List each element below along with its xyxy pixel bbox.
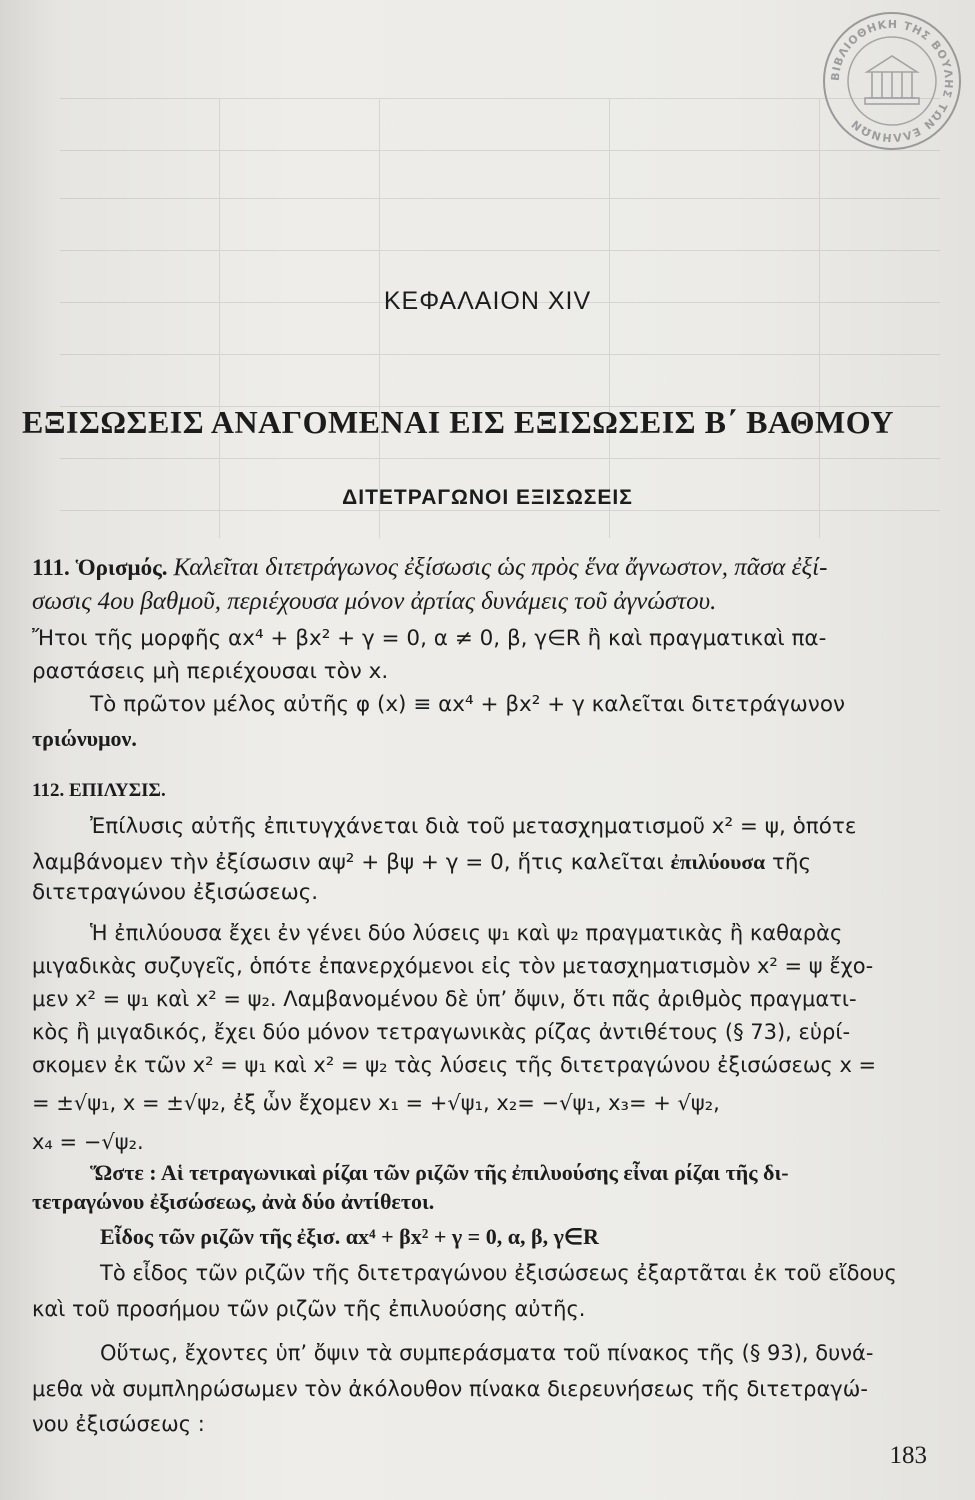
section-112-p1-line-3: διτετραγώνου ἐξισώσεως. [32,880,319,905]
section-111-form-line-2: ραστάσεις μὴ περιέχουσαι τὸν x. [32,659,389,684]
conclusion-line-2: τετραγώνου ἐξισώσεως, ἀνὰ δύο ἀντίθετοι. [32,1189,435,1214]
section-112-p2-line-4: κὸς ἢ μιγαδικός, ἔχει δύο μόνον τετραγωνικὰς ρίζας ἀντιθέτους (§ 73), εὑρί- [32,1020,851,1044]
svg-text:ΒΙΒΛΙΟΘΗΚΗ ΤΗΣ ΒΟΥΛΗΣ ΤΩΝ ΕΛΛΗ: ΒΙΒΛΙΟΘΗΚΗ ΤΗΣ ΒΟΥΛΗΣ ΤΩΝ ΕΛΛΗΝΩΝ [828,17,956,145]
section-112-p3-line-1: Τὸ εἶδος τῶν ριζῶν τῆς διτετραγώνου ἐξισώσεως ἐξαρτᾶται ἐκ τοῦ εἴδους [100,1261,897,1285]
section-112-p4-line-3: νου ἐξισώσεως : [32,1412,205,1436]
resolvent-term: ἐπιλύουσα [670,850,766,874]
section-112-p2-line-3: μεν x² = ψ₁ καὶ x² = ψ₂. Λαμβανομένου δὲ ὑπ’ ὄψιν, ὅτι πᾶς ἀριθμὸς πραγματι- [32,987,857,1011]
section-112-p2-line-5: σκομεν ἐκ τῶν x² = ψ₁ καὶ x² = ψ₂ τὰς λύσεις τῆς διτετραγώνου ἐξισώσεως x = [32,1053,877,1077]
parliament-building-icon [865,56,919,104]
section-112-p1-line-2: λαμβάνομεν τὴν ἐξίσωσιν αψ² + βψ + γ = 0, ἥτις καλεῖται ἐπιλύουσα τῆς [32,850,812,875]
definition-text-1: Καλεῖται διτετράγωνος ἐξίσωσις ὡς πρὸς ἕνα ἄγνωστον, πᾶσα ἐξί- [173,554,828,581]
section-112-p2-line-2: μιγαδικὰς συζυγεῖς, ὁπότε ἐπανερχόμενοι εἰς τὸν μετασχηματισμὸν x² = ψ ἔχο- [32,954,874,978]
section-112-p4-line-1: Οὕτως, ἔχοντες ὑπ’ ὄψιν τὰ συμπεράσματα τοῦ πίνακος τῆς (§ 93), δυνά- [100,1341,874,1365]
chapter-title: ΕΞΙΣΩΣΕΙΣ ΑΝΑΓΟΜΕΝΑΙ ΕΙΣ ΕΞΙΣΩΣΕΙΣ Β΄ ΒΑΘΜΟΥ [22,404,894,440]
section-111-definition-line-1 [32,553,944,583]
roots-kind-heading: Εἶδος τῶν ριζῶν τῆς ἐξισ. αx⁴ + βx² + γ = 0, α, β, γ∈R [100,1224,599,1249]
section-111-trinomial: τριώνυμον. [32,726,137,751]
section-112-p2-line-1: Ἡ ἐπιλύουσα ἔχει ἐν γένει δύο λύσεις ψ₁ καὶ ψ₂ πραγματικὰς ἢ καθαρὰς [90,921,843,945]
library-stamp [817,6,967,156]
section-111-number: 111. [32,555,70,580]
section-111-first-member: Τὸ πρῶτον μέλος αὐτῆς φ (x) ≡ αx⁴ + βx² + γ καλεῖται διτετράγωνον [90,692,845,717]
section-subtitle: ΔΙΤΕΤΡΑΓΩΝΟΙ ΕΞΙΣΩΣΕΙΣ [342,486,633,509]
section-111-form-line: Ἤτοι τῆς μορφῆς αx⁴ + βx² + γ = 0, α ≠ 0, β, γ∈R ἢ καὶ πραγματικαὶ πα- [32,626,827,651]
section-112-p1-line-1: Ἐπίλυσις αὐτῆς ἐπιτυγχάνεται διὰ τοῦ μετασχηματισμοῦ x² = ψ, ὁπότε [90,814,857,839]
section-112-p3-line-2: καὶ τοῦ προσήμου τῶν ριζῶν τῆς ἐπιλυούσης αὐτῆς. [32,1297,586,1321]
page-number: 183 [889,1442,927,1469]
section-112-p2-line-7: x₄ = −√ψ₂. [32,1130,144,1154]
chapter-heading: ΚΕΦΑΛΑΙΟΝ XIV [383,287,592,315]
section-111-heading: Ὁρισμός. [75,555,168,580]
section-112-p4-line-2: μεθα νὰ συμπληρώσωμεν τὸν ἀκόλουθον πίνακα διερευνήσεως τῆς διτετραγώ- [32,1377,868,1401]
reverse-side-bleed-through [60,20,940,540]
section-112-heading: 112. ΕΠΙΛΥΣΙΣ. [32,780,166,801]
conclusion-line-1: Ὥστε : Αἱ τετραγωνικαὶ ρίζαι τῶν ριζῶν τῆς ἐπιλυούσης εἶναι ρίζαι τῆς δι- [90,1160,789,1185]
section-112-p2-line-6: = ±√ψ₁, x = ±√ψ₂, ἐξ ὧν ἔχομεν x₁ = +√ψ₁, x₂= −√ψ₁, x₃= + √ψ₂, [32,1091,720,1115]
definition-text-2: σωσις 4ου βαθμοῦ, περιέχουσα μόνον ἀρτίας δυνάμεις τοῦ ἀγνώστου. [32,588,717,615]
